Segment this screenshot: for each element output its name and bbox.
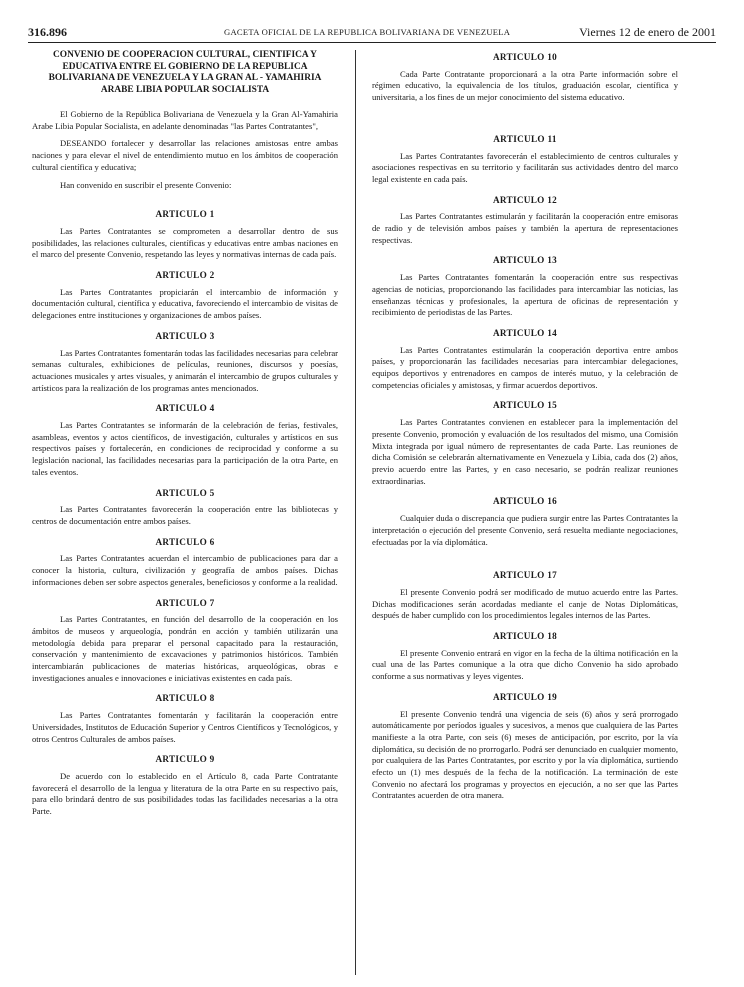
article-text: Las Partes Contratantes convienen en establecer para la implementación del presente Convenio, promoción y evaluación de los resultados del mismo, una Comisión Mixta integrada por igual número de representantes de cada Parte. Las reuniones de dicha Comisión se celebrarán alternativamente en Venezuela y Libia, cada dos (2) años, previo acuerdo entre las Partes, y en caso necesario, se podrán realizar reuniones extraordinarias.	[372, 417, 678, 486]
article-heading: ARTICULO 13	[493, 255, 557, 266]
article-heading: ARTICULO 14	[493, 327, 557, 338]
article-heading: ARTICULO 10	[493, 52, 557, 62]
preamble-convenido: Han convenido en suscribir el presente Convenio:	[60, 179, 232, 190]
article-heading: ARTICULO 2	[155, 270, 215, 281]
article-heading: ARTICULO 12	[493, 194, 557, 205]
article-text: Las Partes Contratantes favorecerán la cooperación entre las bibliotecas y centros de documentación entre ambos países.	[32, 504, 338, 526]
article-text: Las Partes Contratantes, en función del desarrollo de la cooperación en los ámbitos de museos y arqueología, pondrán en acción y también utilizarán una metodología debida para preparar el personal capacitado para la restauración, conservación y mantenimiento de excavaciones y patrimonios históricos. También intercambiarán publicaciones de materias históricas, arqueológicas, obras e investigaciones anuales e innovaciones e iniciativas existentes en cada país.	[32, 614, 338, 683]
article-text: Cualquier duda o discrepancia que pudiera surgir entre las Partes Contratantes la interpretación o ejecución del presente Convenio, será resuelta mediante negociaciones, efectuadas por la vía diplomática.	[372, 513, 678, 547]
article-heading: ARTICULO 6	[155, 536, 215, 547]
article-heading: ARTICULO 8	[155, 693, 215, 704]
article-text: El presente Convenio podrá ser modificado de mutuo acuerdo entre las Partes. Dichas modificaciones serán acordadas mediante el canje de Notas Diplomáticas, después de haber cumplido con los procedimientos legales internos de las Partes.	[372, 586, 678, 621]
article-text: Las Partes Contratantes se comprometen a desarrollar dentro de sus posibilidades, las relaciones culturales, científicas y educativas entre ambas naciones en el marco del presente Convenio, respetando las leyes y normativas internas de cada país.	[32, 225, 338, 260]
article-heading: ARTICULO 16	[493, 496, 557, 507]
preamble-parties: El Gobierno de la República Bolivariana de Venezuela y la Gran Al-Yamahiria Arabe Libia Popular Socialista, en adelante denominadas "las Partes Contratantes",	[32, 109, 338, 131]
article-heading: ARTICULO 1	[155, 209, 215, 220]
article-text: Las Partes Contratantes estimularán la cooperación deportiva entre ambos países, y proporcionarán las facilidades necesarias para intercambiar delegaciones, equipos deportivos y entrenadores en campos de interés mutuo, y la celebración de competencias oficiales y amistosas, y firmar acuerdos deportivos.	[372, 344, 678, 390]
article-text: Las Partes Contratantes propiciarán el intercambio de información y documentación cultural, científica y educativa, favoreciendo el intercambio de visitas de delegaciones entre instituciones y organizaciones de ambos países.	[32, 286, 338, 321]
article-text: El presente Convenio entrará en vigor en la fecha de la última notificación en la cual una de las Partes comunique a la otra que dicho Convenio ha sido aprobado conforme a sus normativas y leyes vigentes.	[372, 647, 678, 682]
article-text: El presente Convenio tendrá una vigencia de seis (6) años y será prorrogado automáticamente por períodos iguales y sucesivos, a menos que cualquiera de las Partes manifieste a la otra Parte, con seis (6) meses de anticipación, por escrito, por la vía diplomática, su decisión de no prorrogarlo. Podrá ser denunciado en cualquier momento, por cualquiera de las Partes Contratantes, por escrito y por la vía diplomática, surtiendo efecto un (1) mes después de la fecha de la notificación. La terminación de este Convenio no afectará los programas y proyectos en ejecución, a no ser que las Partes Contratantes acuerden de otra manera.	[372, 708, 678, 801]
article-text: Las Partes Contratantes fomentarán y facilitarán la cooperación entre Universidades, Institutos de Educación Superior y Centros Científicos y Tecnológicos, y otros Centros Culturales de ambos países.	[32, 710, 338, 744]
article-text: Las Partes Contratantes estimularán y facilitarán la cooperación entre emisoras de radio y de televisión ambos países y también la apertura de representaciones respectivas.	[372, 211, 678, 245]
article-heading: ARTICULO 17	[493, 570, 557, 581]
article-text: Cada Parte Contratante proporcionará a la otra Parte información sobre el régimen educativo, la equivalencia de los títulos, graduación escolar, científica y universitaria, a los fines de un mejor conocimiento del sistema educativo.	[372, 68, 678, 103]
article-heading: ARTICULO 19	[493, 691, 557, 702]
column-divider	[355, 50, 356, 975]
article-heading: ARTICULO 3	[155, 330, 215, 341]
right-column	[372, 50, 678, 808]
preamble-deseando: DESEANDO fortalecer y desarrollar las relaciones amistosas entre ambas naciones y para elevar el nivel de entendimiento mutuo en los ámbitos de cooperación cultural científica y educativa;	[32, 138, 338, 172]
article-heading: ARTICULO 9	[155, 754, 215, 765]
article-text: De acuerdo con lo establecido en el Artículo 8, cada Parte Contratante favorecerá el desarrollo de la lengua y literatura de la otra Parte en su respectivo país, para ello brindará dentro de sus posibilidades todas las facilidades necesarias a la otra Parte.	[32, 770, 338, 817]
left-column	[32, 50, 338, 824]
document-title: CONVENIO DE COOPERACION CULTURAL, CIENTIFICA Y EDUCATIVA ENTRE EL GOBIERNO DE LA REPUBLICA BOLIVARIANA DE VENEZUELA Y LA GRAN AL - YAMAHIRIA ARABE LIBIA POPULAR SOCIALISTA	[48, 50, 322, 95]
article-text: Las Partes Contratantes fomentarán la cooperación entre sus respectivas agencias de noticias, proporcionando las facilidades para intercambiar las noticias, las enseñanzas técnicas y profesionales, la apertura de oficinas de representación y recibimiento de periodistas de las Partes.	[372, 272, 678, 318]
article-text: Las Partes Contratantes se informarán de la celebración de ferias, festivales, asambleas, eventos y actos científicos, de investigación, culturales y artísticos en sus respectivos países y fortalecerán, en condiciones de reciprocidad y conforme a su legislación nacional, las facilidades necesarias para la participación de la otra Parte, en tales eventos.	[32, 420, 338, 477]
article-text: Las Partes Contratantes fomentarán todas las facilidades necesarias para celebrar semanas culturales, exhibiciones de películas, reuniones, discursos y poesías, actuaciones musicales y artes visuales, y animarán el intercambio de grupos culturales y artísticos para la realización de los programas antes mencionados.	[32, 347, 338, 393]
page-header	[28, 24, 716, 43]
page-number: 316.896	[28, 25, 67, 39]
article-heading: ARTICULO 11	[493, 133, 557, 144]
issue-date: Viernes 12 de enero de 2001	[579, 25, 716, 39]
article-heading: ARTICULO 15	[493, 400, 557, 411]
article-heading: ARTICULO 7	[155, 597, 215, 608]
article-text: Las Partes Contratantes acuerdan el intercambio de publicaciones para dar a conocer la historia, cultura, civilización y geografía de ambos países. Dichas informaciones deben ser sobre aspectos generales, beneficiosos y conforme a la realidad.	[32, 553, 338, 587]
article-heading: ARTICULO 18	[493, 631, 557, 642]
article-heading: ARTICULO 4	[155, 403, 215, 414]
article-heading: ARTICULO 5	[155, 487, 215, 498]
article-text: Las Partes Contratantes favorecerán el establecimiento de centros culturales y asociaciones respectivas en su territorio y facilitarán sus actividades dentro del marco legal existente en cada país.	[372, 150, 678, 184]
publication-name: GACETA OFICIAL DE LA REPUBLICA BOLIVARIANA DE VENEZUELA	[224, 27, 511, 37]
